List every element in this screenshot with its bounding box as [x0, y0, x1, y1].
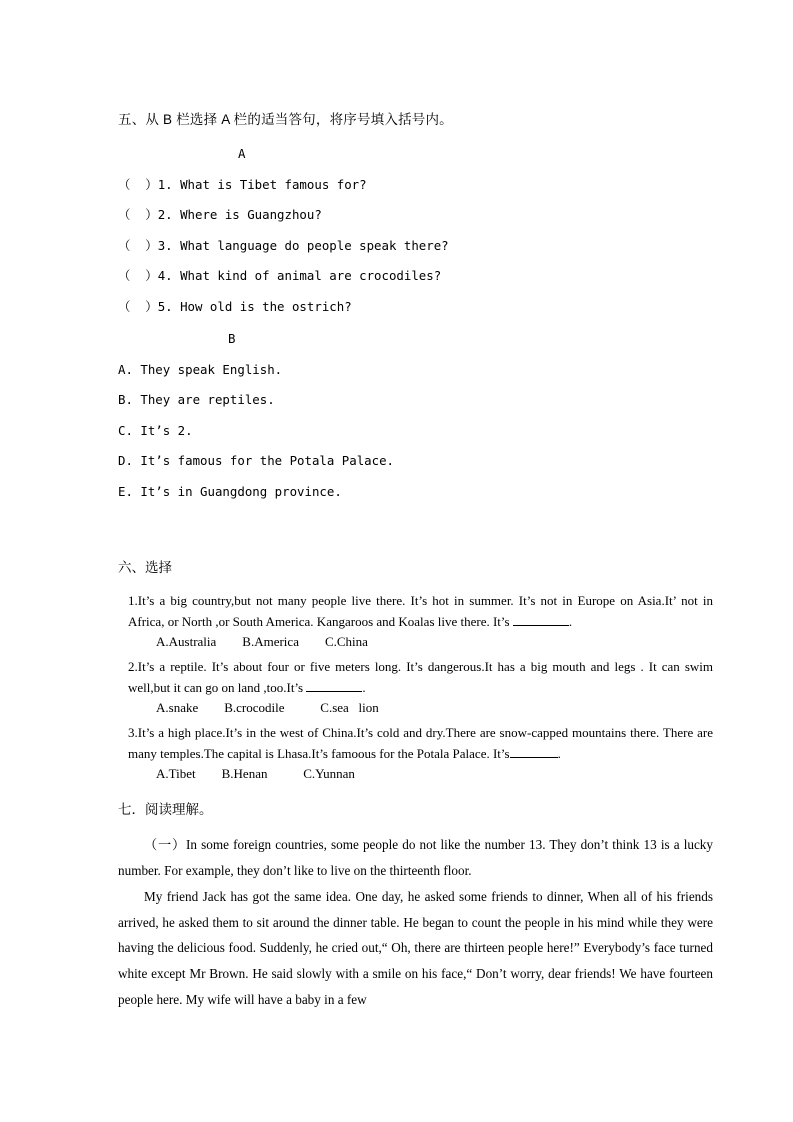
mcq-question-2: [118, 656, 713, 698]
mcq-question-2-text: 2.It’s a reptile. It’s about four or five meters long. It’s dangerous.It has a big mouth and legs . It can swim well,but it can go on land ,too.It’s: [128, 659, 713, 696]
reading-paragraph-2: My friend Jack has got the same idea. One day, he asked some friends to dinner, When all of his friends arrived, he asked them to sit around the dinner table. He began to count the people in his mind while they were having the delicious food. Suddenly, he cried out,“ Oh, there are thirteen people here!” Everybody’s face turned white except Mr Brown. He said slowly with a smile on his face,“ Don’t worry, dear friends! We have fourteen people here. My wife will have a baby in a few: [118, 888, 713, 1007]
match-item-b-4: D. It’s famous for the Potala Palace.: [118, 453, 395, 469]
mcq-question-1-text: 1.It’s a big country,but not many people live there. It’s hot in summer. It’s not in Europe on Asia.It’ not in Africa, or North ,or South America. Kangaroos and Koalas live there. It’s: [128, 593, 713, 630]
reading-paragraph-1: （一）In some foreign countries, some people do not like the number 13. They don’t think 13 is a lucky number. For example, they don’t like to live on the thirteenth floor.: [118, 837, 713, 879]
mcq-question-3-tail: .: [557, 746, 561, 762]
match-item-a-3: （ ）3. What language do people speak there?: [118, 237, 449, 253]
mcq-question-3: [118, 722, 713, 764]
spacer: [118, 516, 713, 556]
column-b-label: B: [228, 331, 236, 347]
mcq-question-1-tail: .: [568, 614, 573, 630]
exercise-7-section: [118, 798, 713, 1012]
match-item-b-1: A. They speak English.: [118, 362, 283, 378]
answer-blank-3[interactable]: [510, 746, 558, 758]
exercise-6-heading: 六、选择: [118, 560, 172, 576]
mcq-choices-1[interactable]: A.Australia B.America C.China: [156, 634, 368, 650]
exercise-6-section: [118, 556, 713, 782]
answer-blank-1[interactable]: [513, 614, 569, 626]
exercise-5-heading: 五、从 B 栏选择 A 栏的适当答句，将序号填入括号内。: [118, 112, 453, 127]
mcq-question-2-tail: .: [362, 680, 366, 696]
match-item-b-5: E. It’s in Guangdong province.: [118, 483, 342, 499]
match-item-a-1: （ ）1. What is Tibet famous for?: [118, 177, 367, 192]
match-item-b-2: B. They are reptiles.: [118, 392, 275, 408]
column-a-label: A: [238, 146, 246, 161]
match-item-b-3: C. It’s 2.: [118, 422, 193, 438]
match-item-a-5: （ ）5. How old is the ostrich?: [118, 298, 352, 314]
mcq-choices-3[interactable]: A.Tibet B.Henan C.Yunnan: [156, 766, 355, 782]
match-item-a-2: （ ）2. Where is Guangzhou?: [118, 207, 322, 223]
mcq-question-1: [118, 590, 713, 632]
match-item-a-4: （ ）4. What kind of animal are crocodiles?: [118, 268, 442, 284]
exercise-5-section: [118, 108, 713, 498]
answer-blank-2[interactable]: [306, 680, 362, 692]
mcq-choices-2[interactable]: A.snake B.crocodile C.sea lion: [156, 700, 379, 716]
exercise-7-heading: 七．阅读理解。: [118, 802, 213, 818]
mcq-question-3-text: 3.It’s a high place.It’s in the west of China.It’s cold and dry.There are snow-capped mountains there. There are many temples.The capital is Lhasa.It’s famoous for the Potala Palace. It’s: [128, 725, 713, 762]
